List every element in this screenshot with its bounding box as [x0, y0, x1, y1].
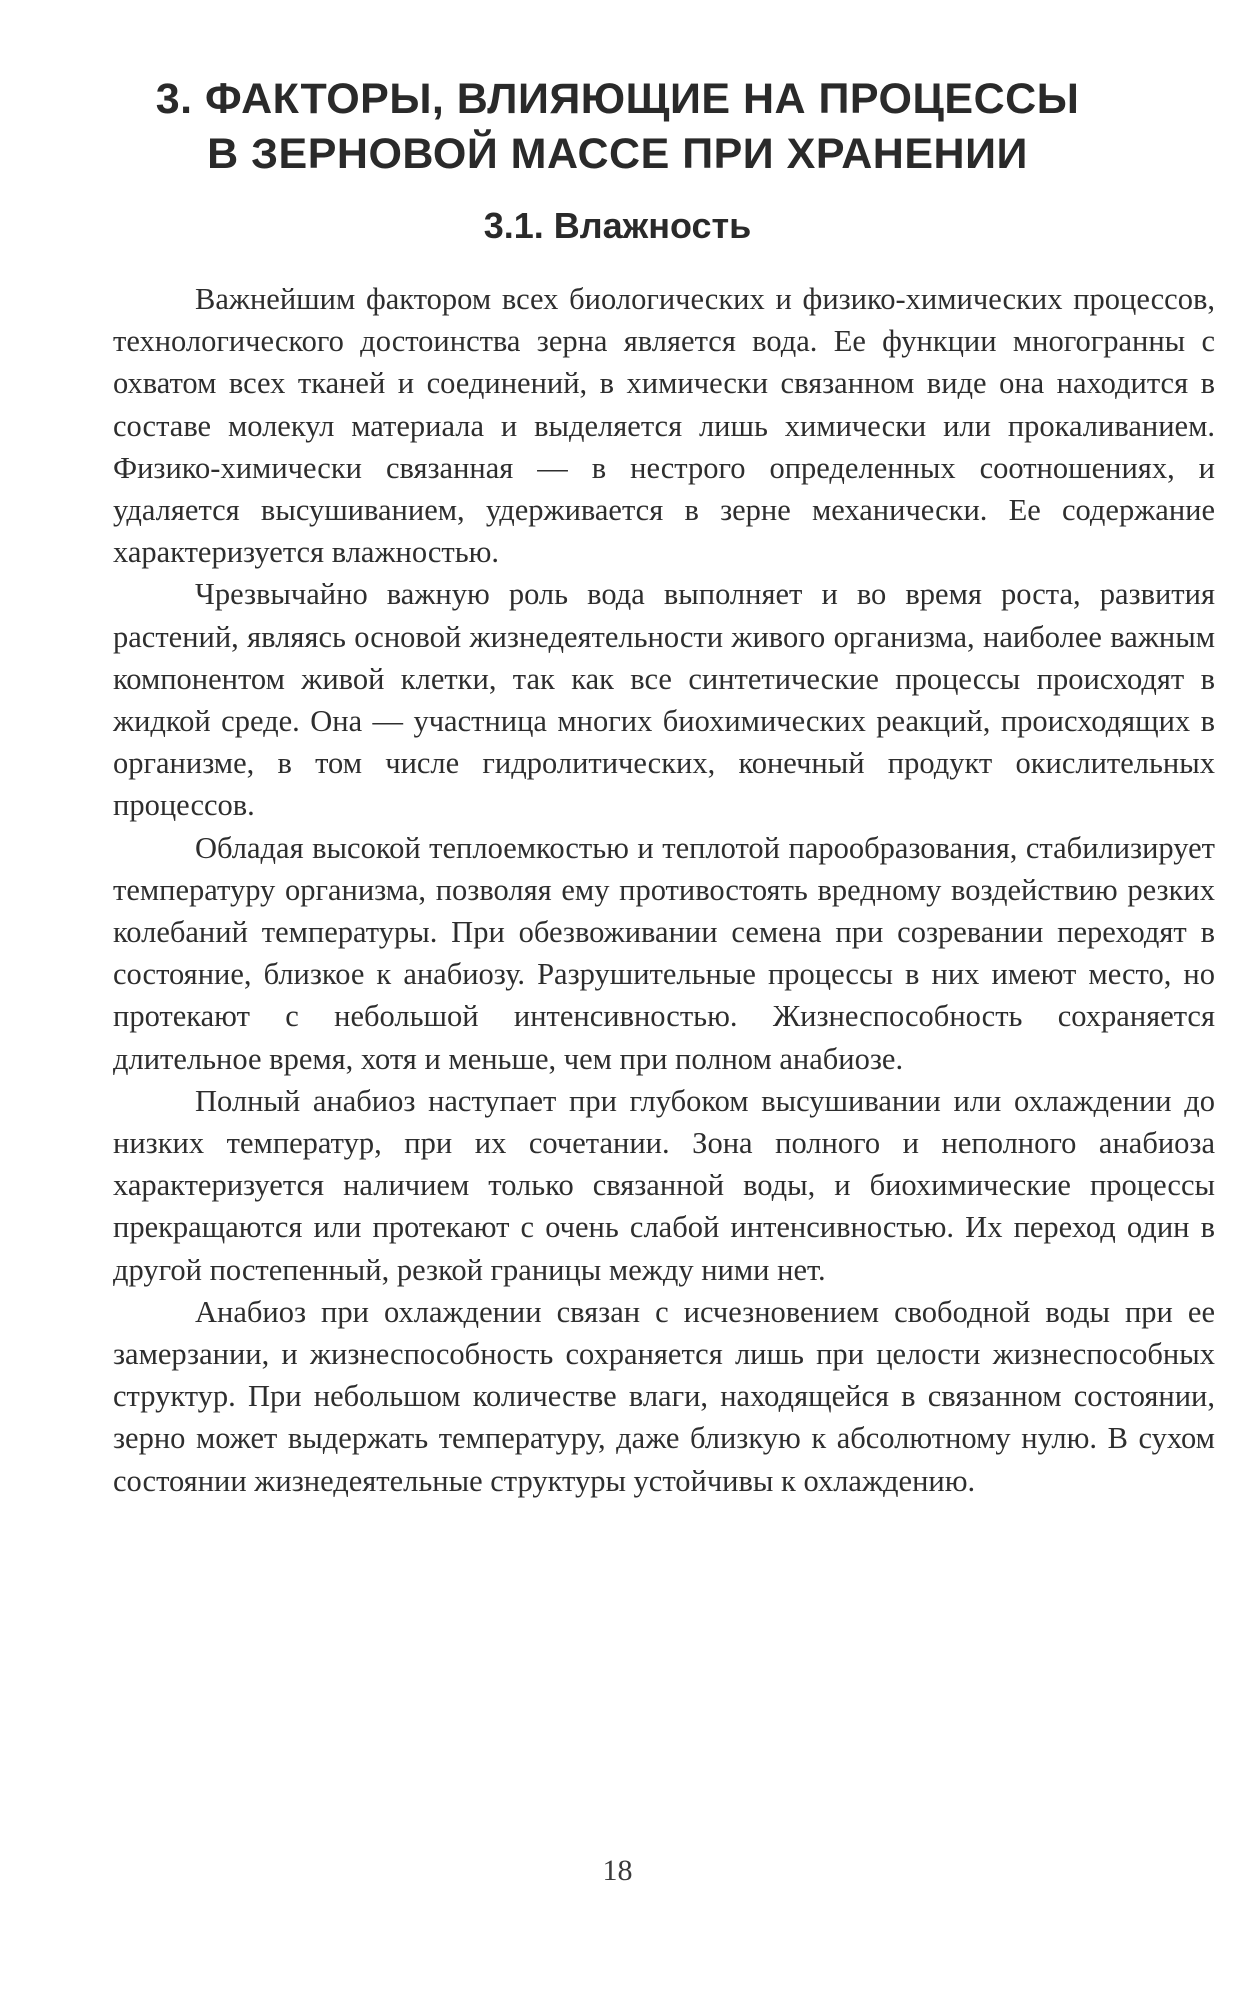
- chapter-title-line-1: 3. ФАКТОРЫ, ВЛИЯЮЩИЕ НА ПРОЦЕССЫ: [155, 75, 1080, 123]
- chapter-title: [100, 72, 1135, 182]
- paragraph: Анабиоз при охлаждении связан с исчезновением свободной воды при ее замерзании, и жизнеспособность сохраняется лишь при целости жизнеспособных структур. При небольшом количестве влаги, находящейся в связанном состоянии, зерно может выдержать температуру, даже близкую к абсолютному нулю. В сухом состоянии жизнедеятельные структуры устойчивы к охлаждению.: [113, 1294, 1215, 1498]
- chapter-title-line-2: В ЗЕРНОВОЙ МАССЕ ПРИ ХРАНЕНИИ: [207, 130, 1028, 178]
- body-text: [113, 278, 1215, 1502]
- section-title: 3.1. Влажность: [483, 205, 752, 246]
- paragraph: Важнейшим фактором всех биологических и физико-химических процессов, технологического достоинства зерна является вода. Ее функции многогранны с охватом всех тканей и соединений, в химически связанном виде она находится в составе молекул материала и выделяется лишь химически или прокаливанием. Физико-химически связанная — в нестрого определенных соотношениях, и удаляется высушиванием, удерживается в зерне механически. Ее содержание характеризуется влажностью.: [113, 282, 1215, 570]
- paragraph: Обладая высокой теплоемкостью и теплотой парообразования, стабилизирует температуру организма, позволяя ему противостоять вредному воздействию резких колебаний температуры. При обезвоживании семена при созревании переходят в состояние, близкое к анабиозу. Разрушительные процессы в них имеют место, но протекают с небольшой интенсивностью. Жизнеспособность сохраняется длительное время, хотя и меньше, чем при полном анабиозе.: [113, 830, 1215, 1076]
- paragraph: Чрезвычайно важную роль вода выполняет и во время роста, развития растений, являясь основой жизнедеятельности живого организма, наиболее важным компонентом живой клетки, так как все синтетические процессы происходят в жидкой среде. Она — участница многих биохимических реакций, происходящих в организме, в том числе гидролитических, конечный продукт окислительных процессов.: [113, 577, 1215, 823]
- paragraph: Полный анабиоз наступает при глубоком высушивании или охлаждении до низких температур, при их сочетании. Зона полного и неполного анабиоза характеризуется наличием только связанной воды, и биохимические процессы прекращаются или протекают с очень слабой интенсивностью. Их переход один в другой постепенный, резкой границы между ними нет.: [113, 1083, 1215, 1287]
- page-number: 18: [602, 1854, 633, 1887]
